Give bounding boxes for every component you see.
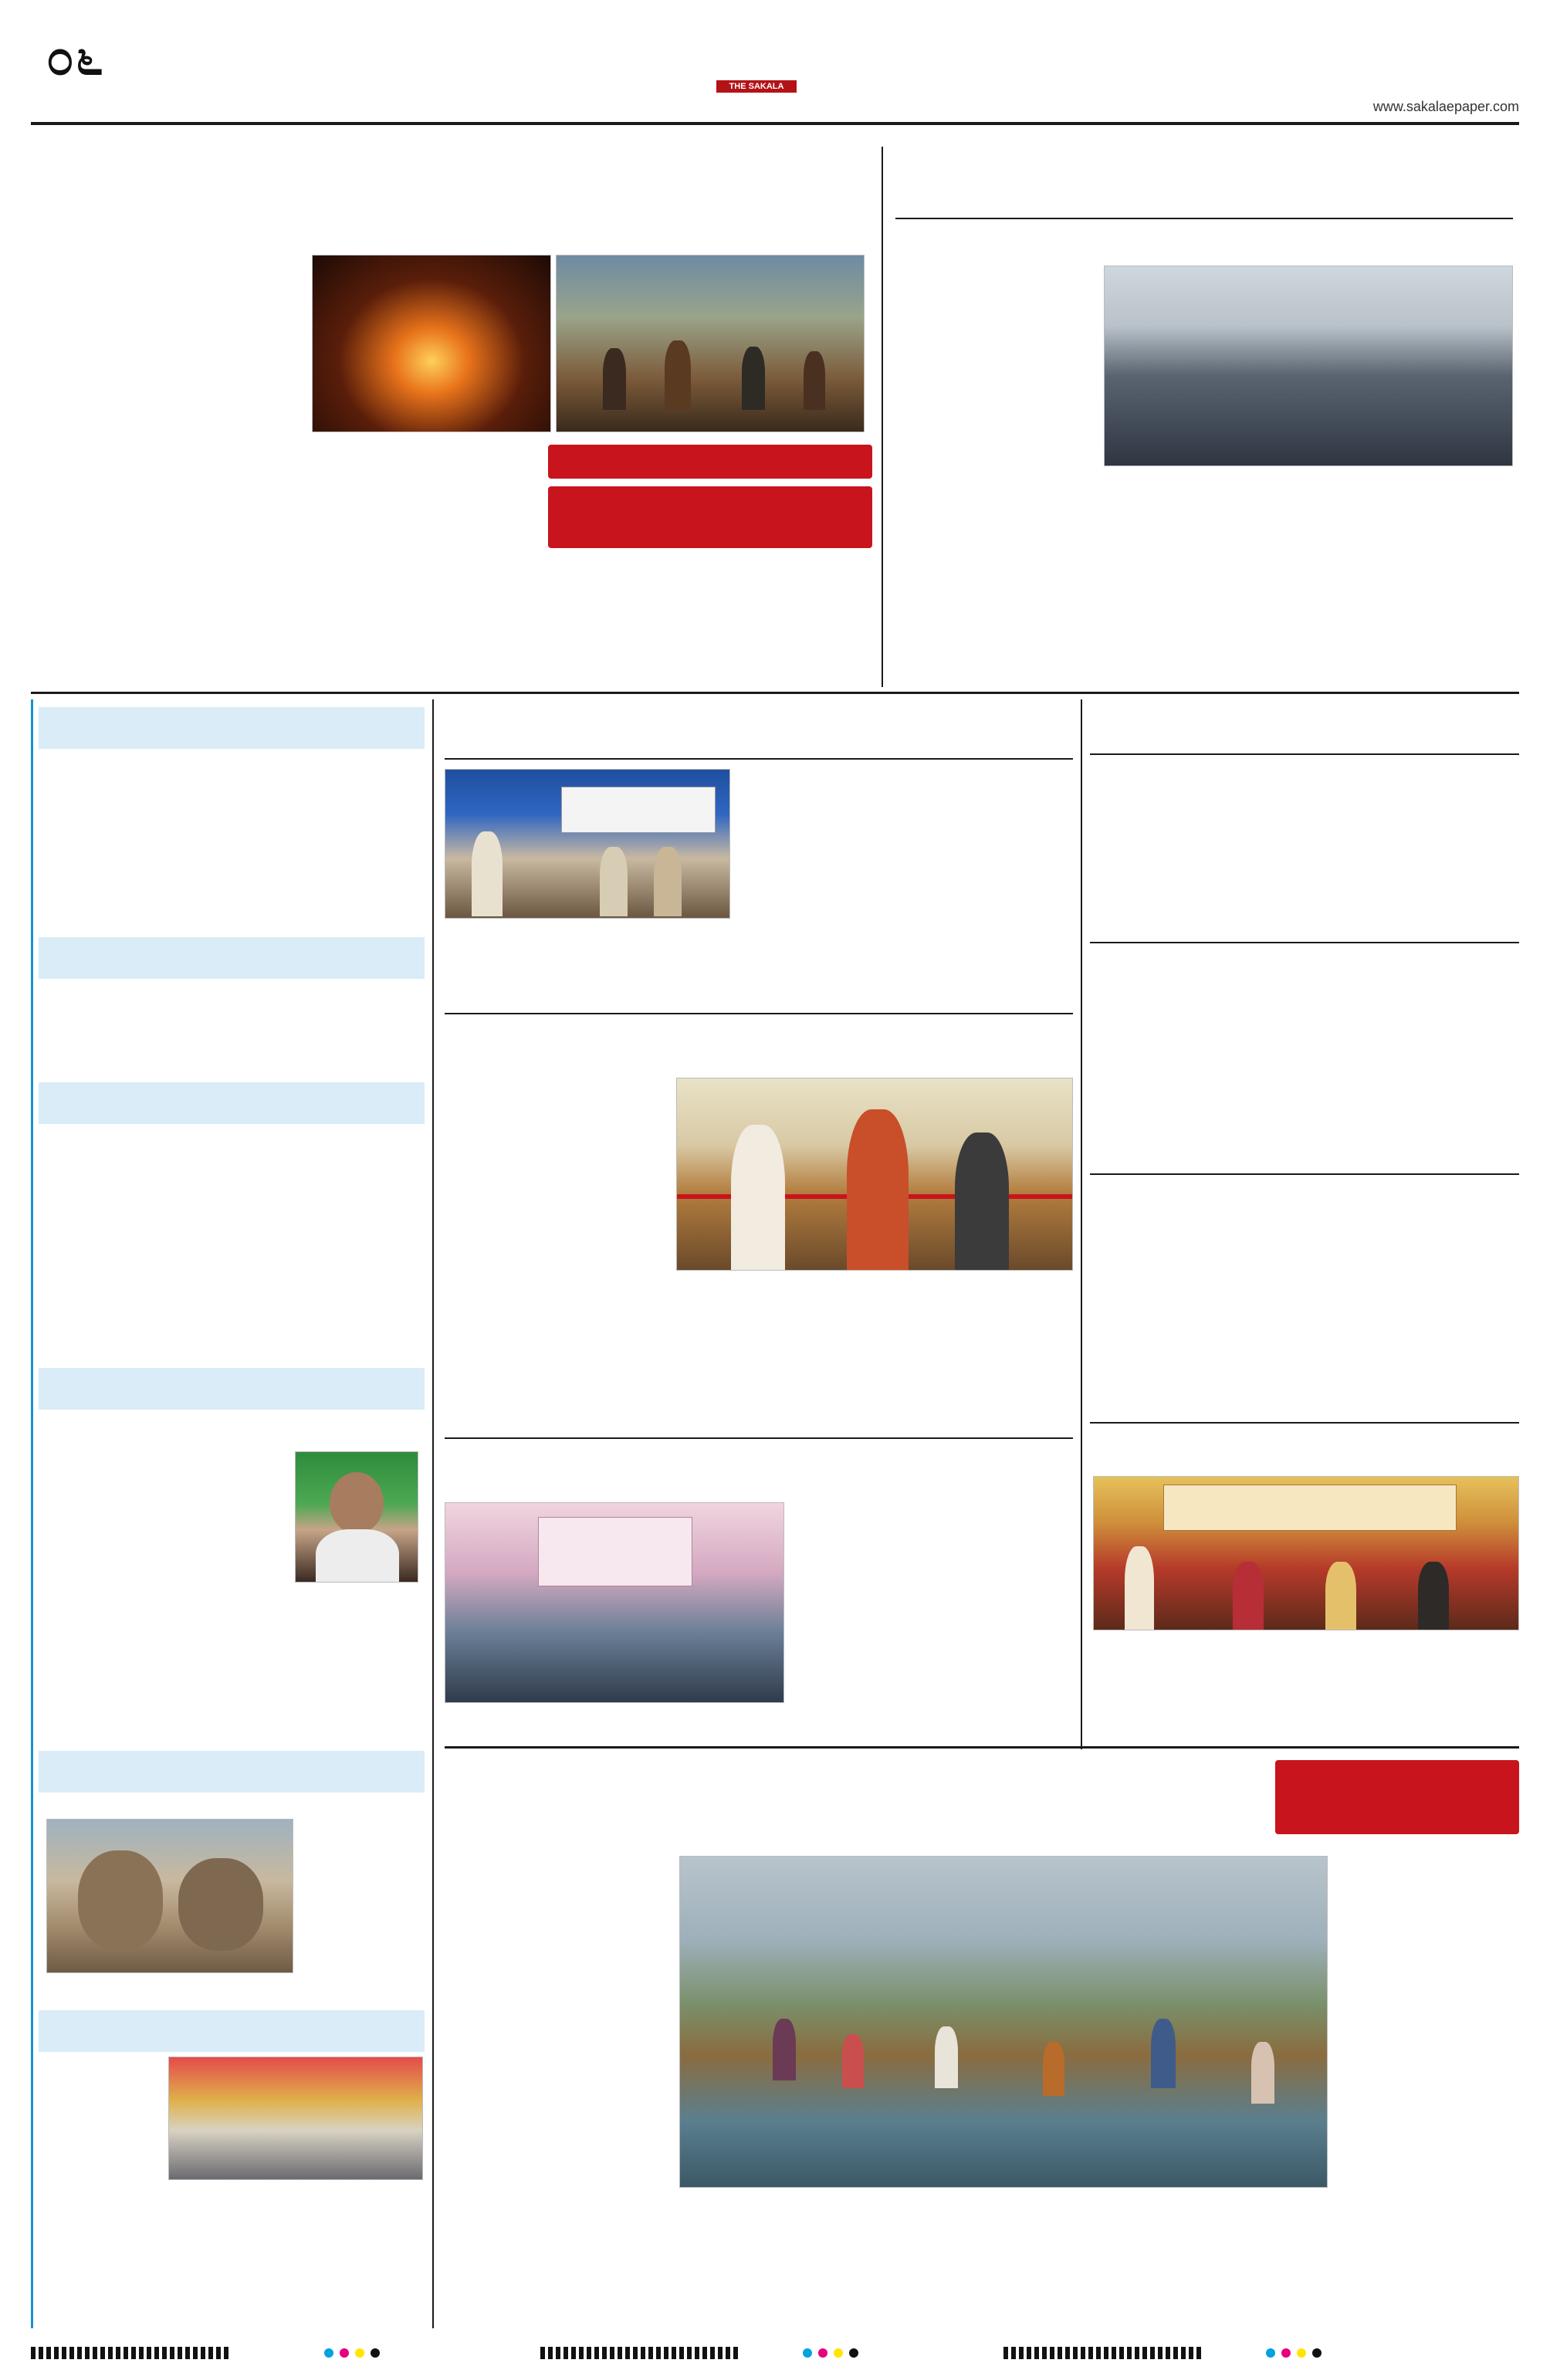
- registration-dot: [818, 2348, 827, 2358]
- story-headline: [1090, 1425, 1519, 1471]
- story-body: [46, 2077, 162, 2324]
- logo-wordmark: [618, 36, 895, 79]
- section-rule: [445, 1013, 1073, 1014]
- section-rule: [31, 692, 1519, 694]
- story-dateline: [46, 1129, 425, 1146]
- story-dateline: [1090, 1637, 1298, 1654]
- inauguration-ribbon-photo: [676, 1078, 1073, 1271]
- registration-dot: [803, 2348, 812, 2358]
- sand-sculpture-photo: [46, 1819, 293, 1973]
- story-headline: [42, 151, 868, 244]
- story-dateline: [1090, 996, 1298, 1013]
- section-rule: [1090, 1173, 1519, 1175]
- story-body: [46, 1147, 425, 1362]
- story-headline: [445, 1017, 1073, 1072]
- masthead-rule: [31, 122, 1519, 125]
- story-headline: [46, 707, 425, 749]
- story-dateline: [895, 229, 1088, 247]
- story-body: [1090, 1014, 1519, 1169]
- section-rule: [445, 1437, 1073, 1439]
- section-rule: [1090, 1422, 1519, 1424]
- health-camp-photo: [168, 2057, 423, 2180]
- headline-rule: [445, 758, 1073, 760]
- website-url[interactable]: www.sakalaepaper.com: [1372, 99, 1519, 114]
- registration-dot: [1281, 2348, 1291, 2358]
- story-headline: [46, 937, 425, 979]
- registration-dot: [1312, 2348, 1322, 2358]
- story-body: [46, 1004, 425, 1081]
- story-headline: [1090, 946, 1519, 993]
- registration-dot: [340, 2348, 349, 2358]
- story-dateline: [445, 1709, 784, 1726]
- story-body: [1090, 1655, 1519, 1740]
- highlight-box: [548, 445, 872, 479]
- seminar-stage-photo: [445, 769, 730, 919]
- column-divider: [1081, 699, 1082, 1749]
- headline-rule: [1090, 753, 1519, 755]
- story-headline: [1090, 702, 1519, 752]
- story-dateline: [46, 1416, 293, 1433]
- river-bathing-photo: [679, 1856, 1328, 2188]
- logo-tagline: THE SAKALA: [716, 80, 797, 93]
- registration-dot: [849, 2348, 858, 2358]
- story-headline: [445, 702, 1073, 757]
- story-headline: [445, 1752, 1271, 1837]
- print-registration-strip: [31, 2347, 232, 2359]
- story-body: [738, 769, 1073, 977]
- story-headline: [46, 2010, 425, 2052]
- story-dateline: [1090, 763, 1298, 780]
- story-body: [46, 1434, 290, 1743]
- story-dateline: [1090, 1268, 1298, 1285]
- story-headline: [895, 151, 1513, 213]
- story-body: [792, 1502, 1073, 1742]
- story-body: [1090, 1286, 1519, 1417]
- obituary-portrait-photo: [295, 1451, 418, 1583]
- page-number: ೦೬: [46, 29, 105, 86]
- staff-group-photo: [1104, 266, 1513, 466]
- column-divider: [882, 147, 883, 687]
- registration-dot: [1266, 2348, 1275, 2358]
- story-body: [895, 250, 1096, 682]
- story-body: [1090, 781, 1519, 936]
- story-body: [46, 775, 425, 929]
- print-registration-strip: [1003, 2347, 1204, 2359]
- highlight-box: [1275, 1760, 1519, 1834]
- story-dateline: [46, 985, 425, 1002]
- story-headline: [46, 1368, 425, 1410]
- story-dateline: [46, 1799, 425, 1816]
- story-dateline: [46, 261, 301, 279]
- story-dateline: [445, 923, 730, 940]
- story-headline: [46, 1751, 425, 1793]
- section-rule: [1090, 942, 1519, 943]
- print-registration-strip: [540, 2347, 741, 2359]
- story-headline: [445, 1442, 1073, 1495]
- column-divider: [432, 699, 434, 2328]
- story-headline: [46, 1082, 425, 1124]
- gurugram-group-photo: [445, 1502, 784, 1703]
- section-rule: [445, 1746, 1519, 1749]
- registration-dot: [355, 2348, 364, 2358]
- story-dateline: [46, 757, 425, 774]
- story-body: [445, 1864, 673, 2319]
- registration-dot: [1297, 2348, 1306, 2358]
- festival-fire-photo: [312, 255, 551, 432]
- left-column-border: [31, 699, 33, 2328]
- newspaper-logo[interactable]: [618, 36, 895, 90]
- registration-dot: [834, 2348, 843, 2358]
- headline-rule: [895, 218, 1513, 219]
- festival-crowd-photo: [556, 255, 865, 432]
- story-body: [46, 283, 301, 684]
- story-dateline: [445, 1843, 653, 1860]
- story-dateline: [445, 1076, 668, 1093]
- story-body: [445, 1096, 668, 1413]
- registration-dot: [324, 2348, 333, 2358]
- school-event-photo: [1093, 1476, 1519, 1630]
- registration-dot: [371, 2348, 380, 2358]
- highlight-box: [548, 486, 872, 548]
- story-headline: [1090, 1178, 1519, 1264]
- story-body: [300, 1819, 425, 2004]
